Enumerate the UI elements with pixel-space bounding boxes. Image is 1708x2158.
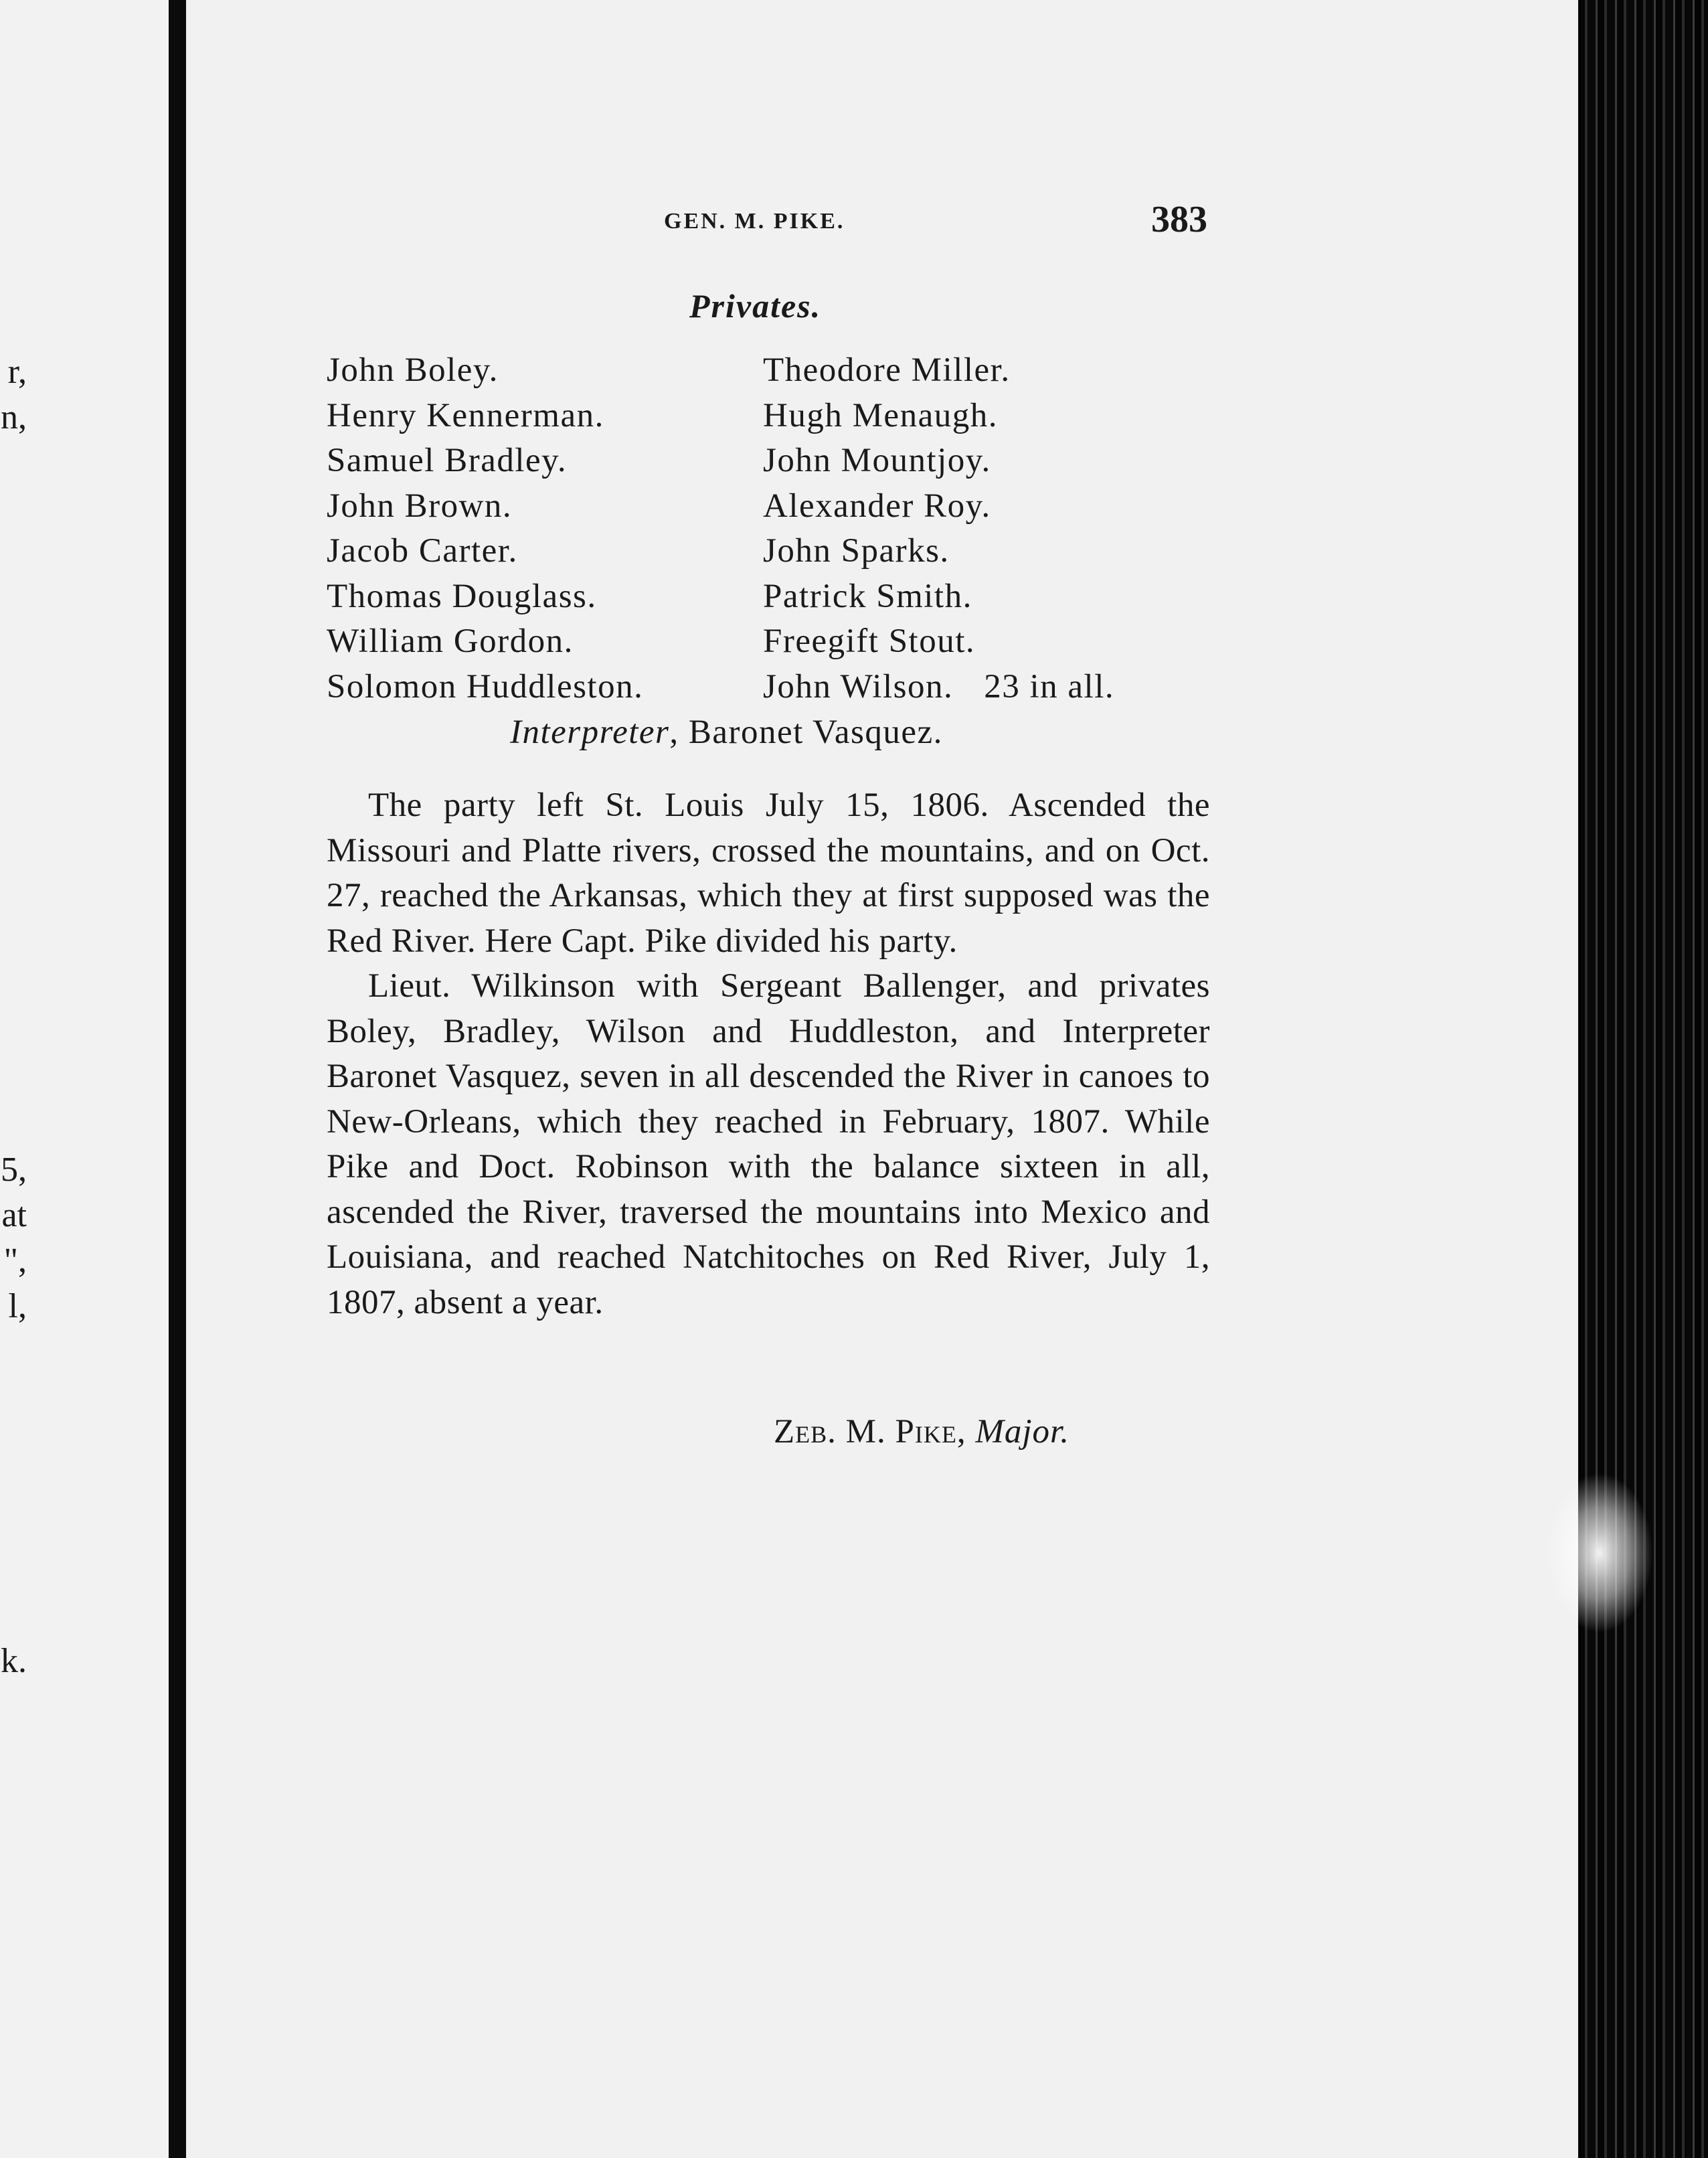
list-item xyxy=(327,574,1197,620)
private-name: Thomas Douglass. xyxy=(327,577,597,615)
left-page-fragment: ", xyxy=(3,1242,27,1280)
private-name: Henry Kennerman. xyxy=(327,396,604,434)
list-item xyxy=(327,348,1197,394)
signature-title: Major. xyxy=(975,1413,1070,1450)
interpreter-name: , Baronet Vasquez. xyxy=(669,714,943,751)
light-glare xyxy=(1546,1473,1653,1633)
private-name: John Mountjoy. xyxy=(763,442,991,479)
left-page-fragment: r, xyxy=(7,353,27,391)
left-page-fragment: l, xyxy=(8,1287,27,1325)
left-page-fragment: n, xyxy=(1,398,27,436)
total-count: 23 in all. xyxy=(984,667,1115,706)
private-name: Jacob Carter. xyxy=(327,532,518,570)
list-item xyxy=(327,438,1197,484)
left-page xyxy=(0,0,169,2158)
private-name: Alexander Roy. xyxy=(763,487,991,525)
private-name: Samuel Bradley. xyxy=(327,442,568,479)
book-gutter xyxy=(169,0,186,2158)
list-item xyxy=(327,665,1197,710)
page-edges xyxy=(1578,0,1708,2158)
private-name: William Gordon. xyxy=(327,622,574,660)
private-name: John Wilson. xyxy=(763,667,954,706)
left-page-fragment: at xyxy=(1,1196,27,1234)
list-item xyxy=(327,394,1197,439)
list-item xyxy=(327,529,1197,574)
private-name: Solomon Huddleston. xyxy=(327,667,644,706)
private-name: Patrick Smith. xyxy=(763,577,972,615)
signature-separator: , xyxy=(956,1413,976,1450)
running-head: GEN. M. PIKE. xyxy=(664,209,845,234)
list-item xyxy=(327,484,1197,529)
private-name: Theodore Miller. xyxy=(763,351,1011,389)
private-name: John Brown. xyxy=(327,487,513,525)
left-page-fragment: k. xyxy=(1,1642,27,1680)
private-name: John Boley. xyxy=(327,351,499,389)
paragraph: The party left St. Louis July 15, 1806. Ascended the Missouri and Platte rivers, crossed the mountains, and on Oct. 27, reached the Arkansas, which they at first supposed was the Red River. Here Capt. Pike divided his party. xyxy=(327,786,1210,960)
signature xyxy=(774,1412,1070,1451)
interpreter-label: Interpreter xyxy=(510,714,670,751)
private-name: Freegift Stout. xyxy=(763,622,976,660)
private-name: John Sparks. xyxy=(763,532,950,570)
page-number: 383 xyxy=(1151,199,1207,240)
left-page-fragment: 5, xyxy=(1,1151,27,1189)
list-item xyxy=(327,619,1197,665)
paragraph: Lieut. Wilkinson with Sergeant Ballenger, and privates Boley, Bradley, Wilson and Huddleston, and Interpreter Baronet Vasquez, seven in all descended the River in canoes to New-Orleans, which they reached in February, 1807. While Pike and Doct. Robinson with the balance sixteen in all, ascended the River, traversed the mountains into Mexico and Louisiana, and reached Natchitoches on Red River, July 1, 1807, absent a year. xyxy=(327,967,1210,1321)
private-name: Hugh Menaugh. xyxy=(763,396,998,434)
interpreter-line xyxy=(510,713,943,752)
section-heading: Privates. xyxy=(689,287,822,325)
signature-name: Zeb. M. Pike xyxy=(774,1413,957,1450)
privates-list xyxy=(327,348,1197,710)
narrative xyxy=(327,783,1210,1325)
